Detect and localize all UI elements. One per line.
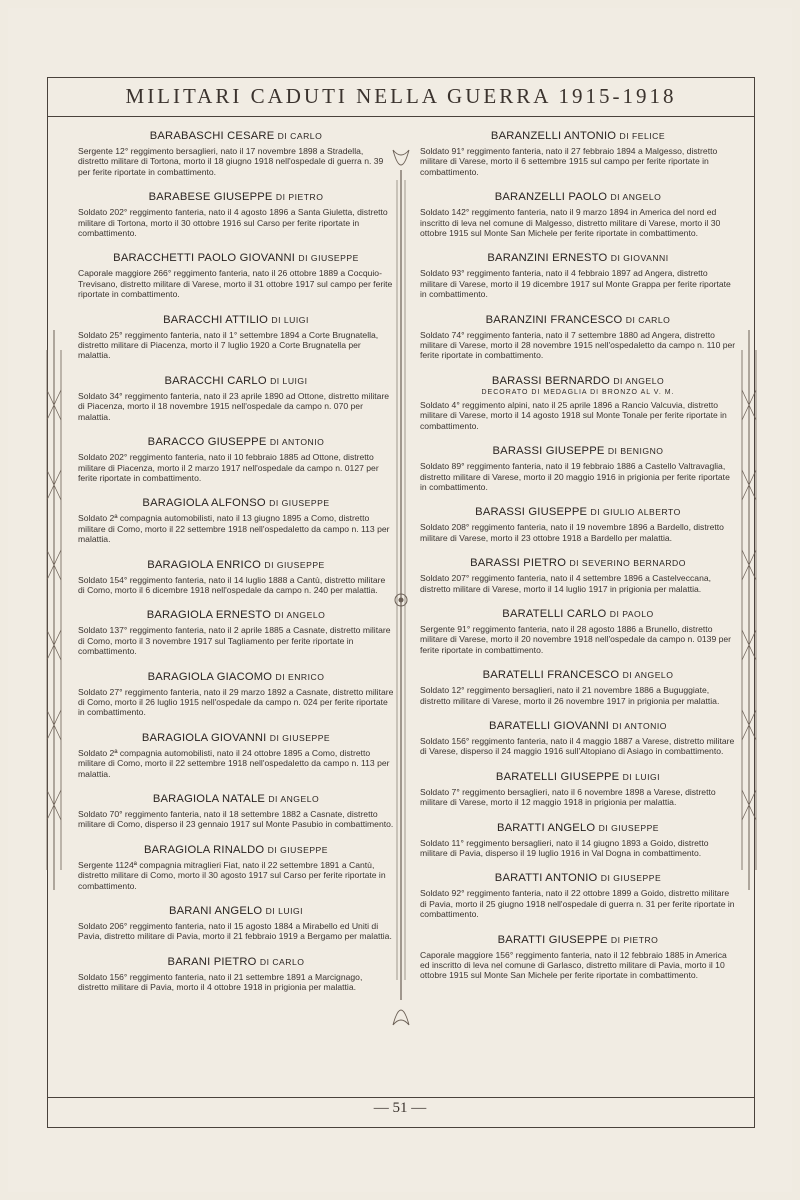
soldier-name: BARACCHETTI PAOLO GIOVANNI bbox=[113, 252, 296, 265]
father-name: DI CARLO bbox=[259, 956, 305, 967]
soldier-record: Soldato 142° reggimento fanteria, nato il 9 marzo 1894 in America del nord ed inscritto di leva nel comune di Malgesso, distretto militare di Varese, morto il 30 ottobre 1915 sul Monte San Michele per ferite riportate in combattimento. bbox=[420, 207, 721, 239]
soldier-name: BARASSI GIUSEPPE bbox=[492, 445, 605, 458]
list-item bbox=[420, 557, 736, 594]
father-name: DI ANGELO bbox=[610, 192, 662, 203]
right-column bbox=[420, 130, 736, 1090]
father-name: DI LUIGI bbox=[265, 906, 304, 917]
soldier-record: Caporale maggiore 266° reggimento fanteria, nato il 26 ottobre 1889 a Cocquio-Trevisano, distretto militare di Varese, morto il 31 ottobre 1917 sul campo per ferite riportate in combattimento. bbox=[78, 268, 393, 300]
soldier-name: BARATTI GIUSEPPE bbox=[497, 933, 608, 946]
father-name: DI GIOVANNI bbox=[610, 253, 669, 264]
list-item bbox=[420, 506, 736, 543]
father-name: DI GIUSEPPE bbox=[269, 498, 330, 509]
list-item bbox=[78, 844, 394, 891]
soldier-record: Soldato 156° reggimento fanteria, nato il 21 settembre 1891 a Marcignago, distretto militare di Pavia, morto il 4 ottobre 1918 in prigionia per malattia. bbox=[78, 971, 363, 993]
list-item bbox=[420, 669, 736, 706]
decoration-note: DECORATO DI MEDAGLIA DI BRONZO AL V. M. bbox=[481, 388, 675, 396]
header-bar bbox=[47, 77, 755, 117]
list-item bbox=[420, 608, 736, 655]
soldier-record: Sergente 12° reggimento bersaglieri, nato il 17 novembre 1898 a Stradella, distretto militare di Tortona, morto il 18 giugno 1918 nell'ospedale di guerra n. 39 per ferite riportate in combattimento. bbox=[78, 146, 384, 177]
list-item bbox=[420, 252, 736, 299]
soldier-record: Soldato 92° reggimento fanteria, nato il 22 ottobre 1899 a Goido, distretto militare di Pavia, morto il 25 giugno 1918 nell'ospedale di guerra n. 31 per ferite riportate in combattimento. bbox=[420, 888, 735, 920]
soldier-record: Soldato 208° reggimento fanteria, nato il 19 novembre 1896 a Bardello, distretto militare di Varese, morto il 23 ottobre 1918 a Bardello per malattia. bbox=[420, 522, 724, 543]
father-name: DI ANTONIO bbox=[612, 720, 667, 731]
father-name: DI BENIGNO bbox=[607, 446, 664, 457]
soldier-name: BARANI ANGELO bbox=[168, 905, 263, 918]
soldier-name: BARAGIOLA ALFONSO bbox=[142, 497, 266, 510]
soldier-record: Soldato 202° reggimento fanteria, nato il 10 febbraio 1885 ad Ottone, distretto militare di Piacenza, morto il 2 marzo 1917 nell'ospedale da campo n. 0127 per ferite riportate in combattimento. bbox=[78, 452, 379, 483]
soldier-name: BARAGIOLA RINALDO bbox=[143, 843, 265, 856]
soldier-record: Soldato 2ª compagnia automobilisti, nato il 13 giugno 1895 a Como, distretto militare di Como, morto il 22 settembre 1918 nell'ospedaletto da campo n. 113 per malattia. bbox=[78, 513, 390, 545]
soldier-name: BARATELLI FRANCESCO bbox=[482, 669, 620, 682]
list-item bbox=[78, 191, 394, 238]
soldier-name: BARANZELLI ANTONIO bbox=[490, 130, 617, 142]
father-name: DI GIUSEPPE bbox=[298, 253, 359, 264]
list-item bbox=[420, 771, 736, 808]
father-name: DI LUIGI bbox=[622, 771, 661, 782]
list-item bbox=[78, 497, 394, 544]
soldier-record: Soldato 207° reggimento fanteria, nato il 4 settembre 1896 a Castelveccana, distretto militare di Varese, morto il 14 luglio 1917 in prigionia per malattia. bbox=[420, 573, 712, 594]
list-item bbox=[420, 822, 736, 859]
soldier-name: BARABASCHI CESARE bbox=[149, 130, 275, 142]
soldier-record: Soldato 2ª compagnia automobilisti, nato il 24 ottobre 1895 a Como, distretto militare di Como, morto il 22 settembre 1918 nell'ospedaletto da campo n. 113 per malattia. bbox=[78, 747, 390, 779]
left-column-ornament bbox=[43, 330, 65, 890]
soldier-name: BARANZINI ERNESTO bbox=[487, 252, 608, 265]
father-name: DI GIUSEPPE bbox=[598, 822, 660, 833]
father-name: DI PAOLO bbox=[609, 608, 654, 619]
page-number: — 51 — bbox=[373, 1100, 427, 1116]
father-name: DI GIUSEPPE bbox=[267, 844, 329, 855]
list-item bbox=[420, 314, 736, 361]
list-item bbox=[420, 445, 736, 492]
soldier-name: BARAGIOLA GIACOMO bbox=[147, 670, 273, 683]
soldier-record: Soldato 27° reggimento fanteria, nato il 29 marzo 1892 a Casnate, distretto militare di Como, morto il 26 luglio 1915 nell'ospedale da campo n. 024 per ferite riportate in combattimento. bbox=[78, 686, 394, 718]
soldier-record: Soldato 206° reggimento fanteria, nato il 15 agosto 1884 a Mirabello ed Uniti di Pavia, distretto militare di Pavia, morto il 21 febbraio 1919 a Bergamo per malattia. bbox=[78, 921, 392, 942]
soldier-name: BARACCHI CARLO bbox=[164, 374, 267, 387]
father-name: DI ENRICO bbox=[275, 671, 325, 682]
list-item bbox=[420, 872, 736, 919]
list-item bbox=[78, 559, 394, 596]
right-column-ornament bbox=[738, 330, 760, 890]
soldier-record: Soldato 91° reggimento fanteria, nato il 27 febbraio 1894 a Malgesso, distretto militare di Varese, morto il 6 settembre 1915 sul campo per ferite riportate in combattimento. bbox=[420, 146, 718, 177]
father-name: DI ANGELO bbox=[268, 794, 320, 804]
list-item bbox=[420, 130, 736, 177]
soldier-name: BARABESE GIUSEPPE bbox=[148, 191, 273, 204]
soldier-record: Soldato 4° reggimento alpini, nato il 25 aprile 1896 a Rancio Valcuvia, distretto militare di Varese, morto il 14 agosto 1918 sul Monte Tonale per ferite riportate in combattimento. bbox=[420, 399, 727, 431]
soldier-record: Soldato 93° reggimento fanteria, nato il 4 febbraio 1897 ad Angera, distretto militare di Varese, morto il 19 dicembre 1917 sul Monte Grappa per ferite riportate in combattimento. bbox=[420, 268, 731, 300]
list-item bbox=[78, 609, 394, 656]
soldier-record: Soldato 11° reggimento bersaglieri, nato il 14 giugno 1893 a Goido, distretto militare di Pavia, disperso il 19 luglio 1916 in Val Dogna in combattimento. bbox=[420, 837, 709, 858]
soldier-name: BARASSI BERNARDO bbox=[491, 374, 611, 387]
father-name: DI GIUSEPPE bbox=[264, 559, 325, 570]
soldier-name: BARANZINI FRANCESCO bbox=[485, 313, 623, 326]
soldier-name: BARACCO GIUSEPPE bbox=[147, 436, 267, 449]
soldier-record: Soldato 137° reggimento fanteria, nato il 2 aprile 1885 a Casnate, distretto militare di Como, morto il 3 novembre 1917 sul Tagliamento per ferite riportate in combattimento. bbox=[78, 625, 391, 657]
father-name: DI FELICE bbox=[619, 131, 666, 141]
list-item bbox=[78, 905, 394, 942]
father-name: DI CARLO bbox=[625, 314, 671, 325]
father-name: DI CARLO bbox=[277, 131, 323, 141]
father-name: DI ANGELO bbox=[613, 375, 665, 386]
soldier-record: Soldato 12° reggimento bersaglieri, nato il 21 novembre 1886 a Buguggiate, distretto militare di Varese, morto il 26 novembre 1917 in prigionia per malattia. bbox=[420, 685, 720, 706]
soldier-record: Soldato 154° reggimento fanteria, nato il 14 luglio 1888 a Cantù, distretto militare di Como, morto il 6 dicembre 1918 nell'ospedale da campo n. 240 per malattia. bbox=[78, 574, 386, 595]
list-item bbox=[78, 252, 394, 299]
father-name: DI ANTONIO bbox=[269, 437, 325, 448]
soldier-record: Soldato 156° reggimento fanteria, nato il 4 maggio 1887 a Varese, distretto militare di Varese, disperso il 24 maggio 1916 sull'Altopiano di Asiago in combattimento. bbox=[420, 735, 735, 757]
soldier-name: BARATELLI CARLO bbox=[502, 607, 607, 620]
soldier-name: BARACCHI ATTILIO bbox=[163, 313, 269, 326]
soldier-record: Caporale maggiore 156° reggimento fanteria, nato il 12 febbraio 1885 in America ed inscritto di leva nel comune di Garlasco, distretto militare di Pavia, morto il 10 ottobre 1915 sul Monte San Michele per ferite riportate in combattimento. bbox=[420, 949, 727, 981]
father-name: DI PIETRO bbox=[610, 934, 659, 945]
soldier-record: Soldato 89° reggimento fanteria, nato il 19 febbraio 1886 a Castello Valtravaglia, distretto militare di Varese, morto il 20 maggio 1916 in prigionia per ferite riportate in combattimento. bbox=[420, 461, 730, 492]
father-name: DI SEVERINO BERNARDO bbox=[569, 558, 686, 569]
list-item bbox=[78, 314, 394, 361]
list-item bbox=[78, 793, 394, 830]
left-column bbox=[78, 130, 394, 1090]
father-name: DI PIETRO bbox=[275, 192, 324, 203]
list-item bbox=[78, 956, 394, 993]
soldier-record: Soldato 25° reggimento fanteria, nato il 1° settembre 1894 a Corte Brugnatella, distretto militare di Piacenza, morto il 7 luglio 1920 a Corte Brugnatella per malattia. bbox=[78, 329, 379, 361]
list-item bbox=[420, 934, 736, 981]
soldier-name: BARATELLI GIUSEPPE bbox=[495, 770, 620, 783]
center-column-divider bbox=[391, 140, 411, 1040]
list-item bbox=[420, 191, 736, 238]
soldier-name: BARATTI ANGELO bbox=[496, 821, 596, 834]
page-title: MILITARI CADUTI NELLA GUERRA 1915-1918 bbox=[125, 84, 677, 108]
father-name: DI LUIGI bbox=[270, 375, 308, 386]
list-item bbox=[78, 130, 394, 177]
list-item bbox=[78, 671, 394, 718]
father-name: DI ANGELO bbox=[274, 610, 326, 621]
list-item bbox=[78, 732, 394, 779]
soldier-record: Soldato 202° reggimento fanteria, nato il 4 agosto 1896 a Santa Giuletta, distretto militare di Tortona, morto il 30 ottobre 1916 sul Carso per ferite riportate in combattimento. bbox=[78, 207, 388, 239]
father-name: DI ANGELO bbox=[622, 670, 674, 681]
soldier-name: BARASSI GIUSEPPE bbox=[475, 506, 588, 519]
father-name: DI LUIGI bbox=[271, 314, 309, 325]
soldier-record: Sergente 91° reggimento fanteria, nato il 28 agosto 1886 a Brunello, distretto militare di Varese, morto il 20 novembre 1918 nell'ospedale da campo n. 0139 per ferite riportate in combattimento. bbox=[420, 623, 732, 655]
father-name: DI GIUSEPPE bbox=[269, 732, 331, 743]
footer-rule bbox=[47, 1097, 755, 1098]
soldier-name: BARAGIOLA ERNESTO bbox=[146, 609, 272, 622]
list-item bbox=[78, 436, 394, 483]
list-item bbox=[78, 375, 394, 422]
soldier-name: BARANZELLI PAOLO bbox=[494, 191, 608, 204]
soldier-record: Sergente 1124ª compagnia mitraglieri Fiat, nato il 22 settembre 1891 a Cantù, distretto militare di Como, morto il 30 agosto 1917 sul Carso per ferite riportate in combattimento. bbox=[78, 859, 386, 891]
soldier-name: BARANI PIETRO bbox=[167, 955, 257, 968]
soldier-name: BARATELLI GIOVANNI bbox=[489, 719, 610, 732]
father-name: DI GIUSEPPE bbox=[600, 873, 662, 884]
soldier-record: Soldato 7° reggimento bersaglieri, nato il 6 novembre 1898 a Varese, distretto militare di Varese, morto il 12 maggio 1918 in prigionia per malattia. bbox=[420, 786, 716, 808]
list-item bbox=[420, 375, 736, 431]
soldier-record: Soldato 70° reggimento fanteria, nato il 18 settembre 1882 a Casnate, distretto militare di Como, disperso il 23 gennaio 1917 sul Monte Pasubio in combattimento. bbox=[78, 809, 394, 830]
soldier-name: BARAGIOLA GIOVANNI bbox=[141, 731, 267, 744]
soldier-name: BARATTI ANTONIO bbox=[494, 872, 598, 885]
soldier-name: BARASSI PIETRO bbox=[470, 557, 567, 570]
soldier-name: BARAGIOLA NATALE bbox=[152, 793, 266, 805]
list-item bbox=[420, 720, 736, 757]
soldier-record: Soldato 74° reggimento fanteria, nato il 7 settembre 1880 ad Angera, distretto militare di Varese, morto il 28 novembre 1915 nell'ospedaletto da campo n. 110 per ferite riportate in combattimento. bbox=[420, 329, 736, 361]
soldier-record: Soldato 34° reggimento fanteria, nato il 23 aprile 1890 ad Ottone, distretto militare di Piacenza, morto il 18 novembre 1915 nell'ospedale da campo n. 070 per malattia. bbox=[78, 390, 390, 422]
father-name: DI GIULIO ALBERTO bbox=[590, 507, 681, 518]
soldier-name: BARAGIOLA ENRICO bbox=[147, 558, 262, 571]
